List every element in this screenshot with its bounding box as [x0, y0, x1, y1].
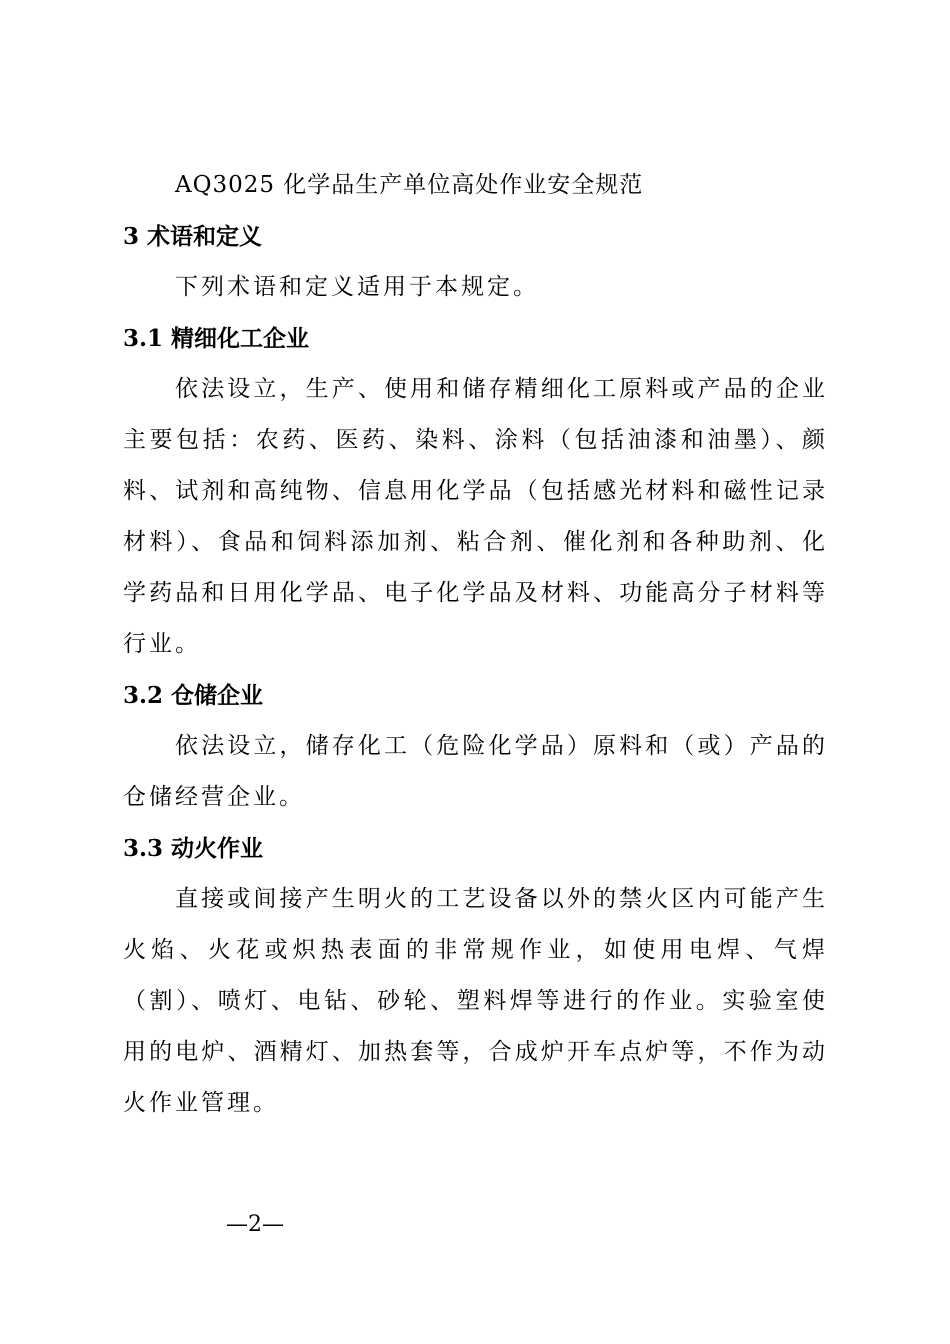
term-heading-fine-chemical-enterprise: 3.1 精细化工企业: [123, 325, 310, 352]
term-heading-storage-enterprise: 3.2 仓储企业: [123, 682, 264, 709]
term-heading-hot-work: 3.3 动火作业: [123, 835, 264, 862]
page-number: —2—: [226, 1212, 284, 1237]
reference-standard: AQ3025 化学品生产单位高处作业安全规范: [175, 172, 644, 198]
section-heading-terms-definitions: 3 术语和定义: [123, 223, 263, 250]
term-definition-fine-chemical-enterprise: 依法设立，生产、使用和储存精细化工原料或产品的企业主要包括：农药、医药、染料、涂料（包括油漆和油墨）、颜料、试剂和高纯物、信息用化学品（包括感光材料和磁性记录材料）、食品和饲料添加剂、粘合剂、催化剂和各种助剂、化学药品和日用化学品、电子化学品及材料、功能高分子材料等行业。: [123, 376, 828, 657]
section-intro: 下列术语和定义适用于本规定。: [175, 274, 539, 300]
term-definition-storage-enterprise: 依法设立，储存化工（危险化学品）原料和（或）产品的仓储经营企业。: [123, 733, 828, 810]
document-body: [123, 160, 828, 1129]
term-definition-hot-work: 直接或间接产生明火的工艺设备以外的禁火区内可能产生火焰、火花或炽热表面的非常规作业，如使用电焊、气焊（割）、喷灯、电钻、砂轮、塑料焊等进行的作业。实验室使用的电炉、酒精灯、加热套等，合成炉开车点炉等，不作为动火作业管理。: [123, 886, 828, 1116]
